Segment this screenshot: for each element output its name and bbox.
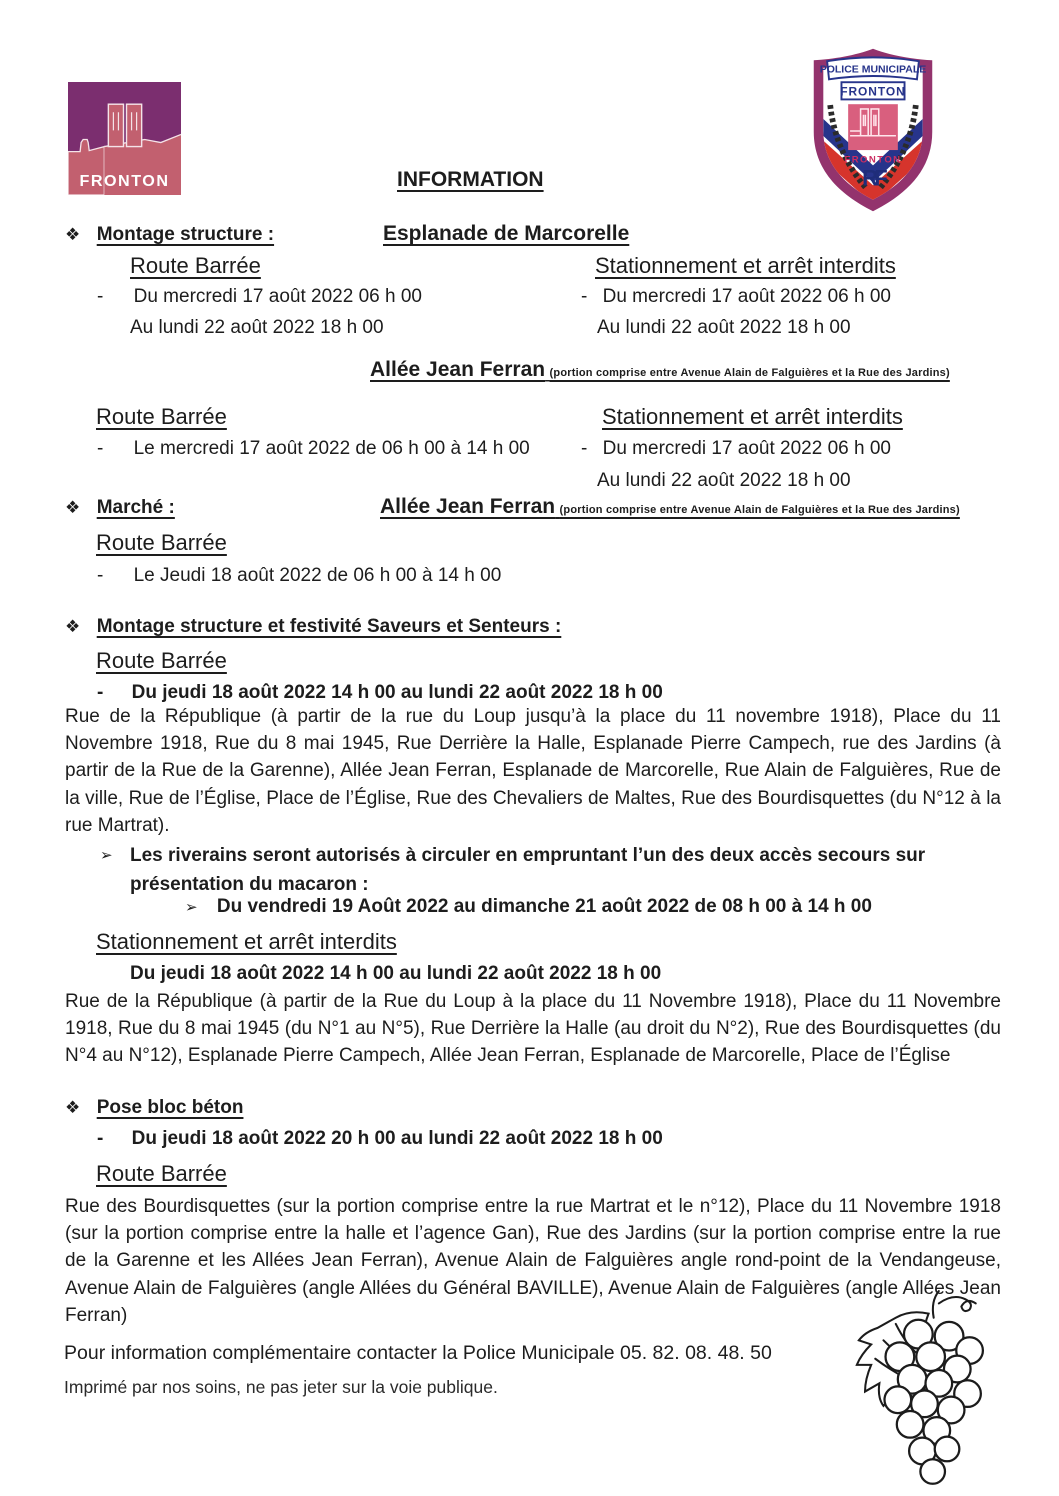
arrow-bullet-icon: ➢ (185, 899, 198, 916)
route-barree-heading: Route Barrée (130, 253, 261, 278)
dash-bullet: - (97, 682, 104, 703)
venue-allee-jean-ferran: Allée Jean Ferran (portion comprise entre Avenue Alain de Falguières et la Rue des Jardins) (370, 358, 950, 381)
police-badge-icon (806, 44, 940, 216)
route-date-line: Au lundi 22 août 2022 18 h 00 (130, 317, 384, 338)
logo-wordmark: FRONTON (79, 171, 170, 190)
route-streets-paragraph: Rue de la République (à partir de la rue du Loup jusqu’à la place du 11 novembre 1918), Place du 11 Novembre 1918, Rue du 8 mai 1945, Rue Derrière la Halle, Esplanade Pierre Campech, rue des Jardins (à partir de la Rue de la Garenne), Allée Jean Ferran, Esplanade de Marcorelle, Rue Alain de Falguières, Rue de la ville, Rue de l’Église, Place de l’Église, Rue des Chevaliers de Maltes, Rue des Bourdisquettes (du N°12 à la rue Martrat). (65, 706, 1001, 836)
fronton-castle-icon (68, 82, 181, 195)
route-date-line: - Le Jeudi 18 août 2022 de 06 h 00 à 14 h 00 (97, 565, 502, 586)
parking-date-line: - Du mercredi 17 août 2022 06 h 00 (581, 438, 891, 459)
stationnement-heading: Stationnement et arrêt interdits (602, 404, 903, 429)
riverains-dates-line: ➢ Du vendredi 19 Août 2022 au dimanche 21 août 2022 de 08 h 00 à 14 h 00 (185, 896, 872, 917)
section-saveurs-label: ❖ Montage structure et festivité Saveurs et Senteurs : (65, 616, 562, 637)
badge-subtitle: FRONTON (840, 84, 906, 99)
blocs-date-line: - Du jeudi 18 août 2022 20 h 00 au lundi 22 août 2022 18 h 00 (97, 1128, 663, 1149)
dash-bullet: - (97, 286, 104, 307)
arrow-bullet-icon: ➢ (100, 847, 113, 864)
route-date-line: - Du mercredi 17 août 2022 06 h 00 (97, 286, 422, 307)
parking-date-line: - Du mercredi 17 août 2022 06 h 00 (581, 286, 891, 307)
venue-note: (portion comprise entre Avenue Alain de Falguières et la Rue des Jardins) (549, 367, 950, 379)
grapes-illustration (838, 1287, 1013, 1496)
stationnement-heading: Stationnement et arrêt interdits (595, 253, 896, 278)
diamond-bullet-icon: ❖ (65, 617, 81, 636)
route-barree-heading: Route Barrée (96, 404, 227, 429)
dash-bullet: - (581, 438, 588, 459)
fronton-town-logo (68, 82, 181, 200)
footer-print-note: Imprimé par nos soins, ne pas jeter sur la voie publique. (64, 1377, 498, 1397)
route-barree-heading: Route Barrée (96, 1161, 227, 1186)
diamond-bullet-icon: ❖ (65, 498, 81, 517)
venue-note: (portion comprise entre Avenue Alain de Falguières et la Rue des Jardins) (559, 504, 960, 516)
footer-contact: Pour information complémentaire contacter la Police Municipale 05. 82. 08. 48. 50 (64, 1342, 772, 1364)
section-blocs-label: ❖ Pose bloc béton (65, 1097, 244, 1118)
dash-bullet: - (97, 565, 104, 586)
route-barree-heading: Route Barrée (96, 530, 227, 555)
stationnement-heading: Stationnement et arrêt interdits (96, 929, 397, 954)
dash-bullet: - (581, 286, 588, 307)
section-marche-label: ❖ Marché : (65, 497, 175, 518)
page-title: INFORMATION (397, 168, 544, 191)
diamond-bullet-icon: ❖ (65, 1098, 81, 1117)
parking-date-line: Au lundi 22 août 2022 18 h 00 (597, 317, 851, 338)
diamond-bullet-icon: ❖ (65, 225, 81, 244)
dash-bullet: - (97, 438, 104, 459)
parking-date-line: Du jeudi 18 août 2022 14 h 00 au lundi 22 août 2022 18 h 00 (130, 963, 662, 984)
badge-center-label: FRONTON (844, 154, 902, 166)
venue-allee-jean-ferran: Allée Jean Ferran (portion comprise entre Avenue Alain de Falguières et la Rue des Jardins) (380, 495, 960, 518)
badge-monogram: RF (862, 165, 884, 191)
grapes-icon (838, 1287, 1013, 1492)
police-municipale-badge (806, 44, 940, 221)
blocs-streets-paragraph: Rue des Bourdisquettes (sur la portion comprise entre la rue Martrat et le n°12), Place du 11 Novembre 1918 (sur la portion comprise entre la halle et l’agence Gan), Rue des Jardins (sur la portion comprise entre la rue de la Garenne et les Allées Jean Ferran), Avenue Alain de Falguières angle rond-point de la Vendangeuse, Avenue Alain de Falguières (angle Allées du Général BAVILLE), Avenue Alain de Falguières (angle Allées Jean Ferran) (65, 1196, 1001, 1326)
dash-bullet: - (97, 1128, 104, 1149)
venue-esplanade-marcorelle: Esplanade de Marcorelle (383, 222, 630, 245)
badge-title: POLICE MUNICIPALE (819, 63, 927, 76)
parking-date-line: Au lundi 22 août 2022 18 h 00 (597, 470, 851, 491)
parking-streets-paragraph: Rue de la République (à partir de la Rue du Loup à la place du 11 Novembre 1918), Place du 11 Novembre 1918, Rue du 8 mai 1945 (du N°1 au N°5), Rue Derrière la Halle (au droit du N°2), Rue des Bourdisquettes (du N°4 au N°12), Esplanade Pierre Campech, Allée Jean Ferran, Esplanade de Marcorelle, Place de l’Église (65, 991, 1001, 1067)
riverains-note: ➢ Les riverains seront autorisés à circuler en empruntant l’un des deux accès secours sur présentation du macaron : (100, 841, 975, 899)
section-montage-structure-label: ❖ Montage structure : (65, 224, 275, 245)
route-barree-heading: Route Barrée (96, 648, 227, 673)
route-date-line: - Le mercredi 17 août 2022 de 06 h 00 à 14 h 00 (97, 438, 530, 459)
route-date-line: - Du jeudi 18 août 2022 14 h 00 au lundi 22 août 2022 18 h 00 (97, 682, 663, 703)
